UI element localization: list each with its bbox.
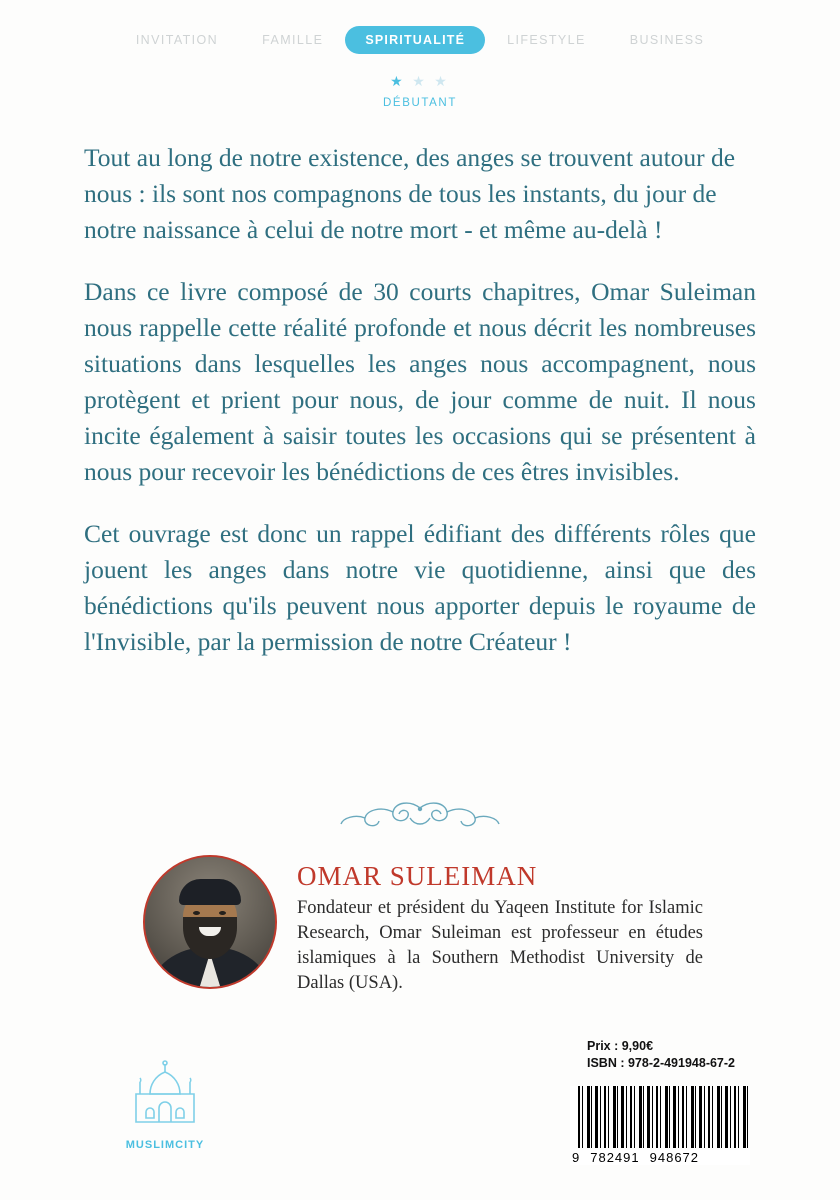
product-meta (587, 1038, 735, 1072)
barcode-digit-group-mid: 782491 (590, 1150, 640, 1165)
avatar (143, 855, 277, 989)
barcode (570, 1086, 750, 1165)
star-rating-icon: ★ ★ ★ (390, 75, 450, 90)
back-cover-blurb (84, 140, 756, 686)
blurb-paragraph-3: Cet ouvrage est donc un rappel édifiant des différents rôles que jouent les anges dans notre vie quotidienne, ainsi que des bénédictions qu'ils peuvent nous apporter depuis le royaume de l'Invisible, par la permission de notre Créateur ! (84, 519, 756, 656)
category-nav (0, 26, 840, 54)
nav-item-invitation[interactable]: INVITATION (135, 33, 219, 47)
nav-item-lifestyle[interactable]: LIFESTYLE (507, 33, 586, 47)
nav-item-spiritualite[interactable]: SPIRITUALITÉ (345, 26, 485, 54)
barcode-digit-group-right: 948672 (649, 1150, 700, 1165)
blurb-paragraph-2: Dans ce livre composé de 30 courts chapitres, Omar Suleiman nous rappelle cette réalité profonde et nous décrit les nombreuses situations dans lesquelles les anges nous accompagnent, nous protègent et prient pour nous, de jour comme de nuit. Il nous incite également à saisir toutes les occasions qui se présentent à nous pour recevoir les bénédictions de ces êtres invisibles. (84, 277, 756, 486)
author-bio: Fondateur et président du Yaqeen Institute for Islamic Research, Omar Suleiman est professeur en études islamiques à la Southern Methodist University de Dallas (USA). (297, 898, 703, 993)
isbn-label: ISBN : 978-2-491948-67-2 (587, 1056, 735, 1070)
flourish-ornament-icon (0, 800, 840, 839)
price-label: Prix : 9,90€ (587, 1039, 654, 1053)
level-label: DÉBUTANT (383, 97, 457, 109)
barcode-digits (570, 1150, 750, 1165)
blurb-paragraph-1: Tout au long de notre existence, des anges se trouvent autour de nous : ils sont nos compagnons de tous les instants, du jour de notre naissance à celui de notre mort - et même au-delà ! (84, 143, 736, 244)
nav-item-business[interactable]: BUSINESS (629, 33, 705, 47)
publisher-name: MUSLIMCITY (125, 1139, 205, 1151)
author-block (143, 855, 703, 996)
level-indicator (0, 76, 840, 109)
barcode-bars (578, 1086, 750, 1148)
barcode-digit-group-left: 9 (572, 1150, 581, 1165)
mosque-icon (122, 1060, 208, 1130)
nav-item-famille[interactable]: FAMILLE (262, 33, 324, 47)
publisher-logo (110, 1060, 220, 1151)
author-name: OMAR SULEIMAN (297, 861, 538, 891)
